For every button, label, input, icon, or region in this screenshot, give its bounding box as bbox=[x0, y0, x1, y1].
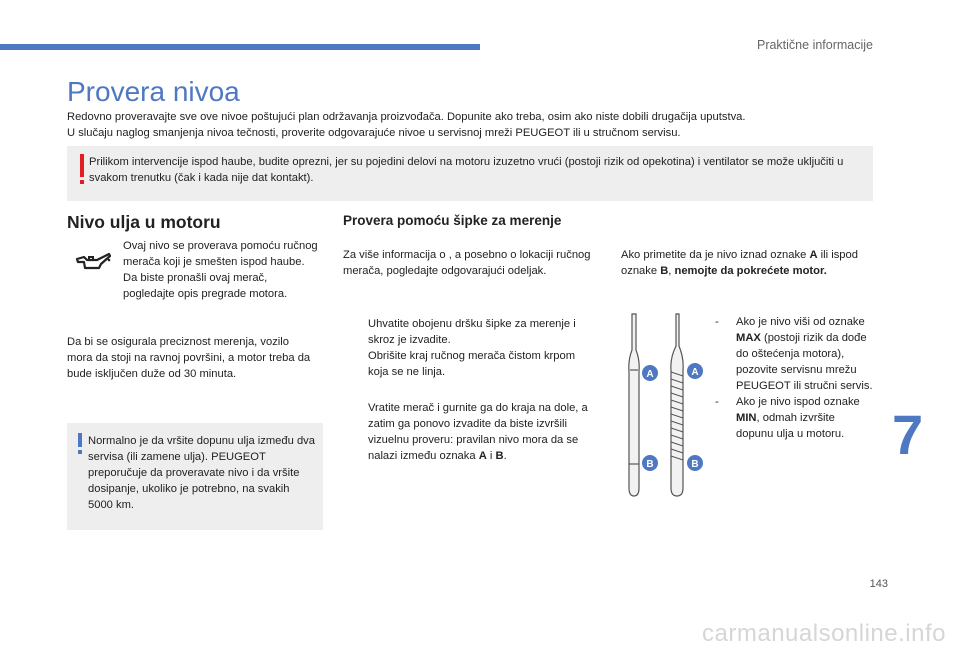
warning-exclamation-icon bbox=[80, 154, 84, 177]
section-header: Praktične informacije bbox=[756, 38, 873, 52]
step-item: Uhvatite obojenu dršku šipke za merenje i skroz je izvadite. bbox=[368, 318, 576, 346]
dipstick-heading: Provera pomoću šipke za merenje bbox=[343, 213, 562, 228]
page-title: Provera nivoa bbox=[67, 76, 240, 107]
info-note-box bbox=[67, 423, 323, 530]
info-mark-dot bbox=[78, 450, 82, 454]
dipstick-steps bbox=[343, 316, 598, 464]
svg-text:A: A bbox=[691, 367, 699, 378]
measurement-precision-text: Da bi se osigurala preciznost merenja, vozilo mora da stoji na ravnoj površini, a motor treba da bude isključen duže od 30 minuta. bbox=[67, 336, 311, 380]
marker-b-left bbox=[642, 455, 658, 471]
oil-can-icon bbox=[75, 251, 111, 273]
oil-level-heading: Nivo ulja u motoru bbox=[67, 212, 221, 232]
warning-text: Prilikom intervencije ispod haube, budite oprezni, jer su pojedini delovi na motoru izuzetno vrući (postoji rizik od opekotina) i ventilator se može uključiti u svakom trenutku (čak i kada nije dat kontakt). bbox=[89, 156, 844, 184]
info-note-text: Normalno je da vršite dopunu ulja između dva servisa (ili zamene ulja). PEUGEOT preporučuje da proveravate nivo i da vršite dosipanje, ukoliko je potrebno, na svakih 5000 km. bbox=[88, 435, 315, 511]
marker-a-right bbox=[687, 363, 703, 379]
dipstick-intro: Za više informacija o , a posebno o lokaciji ručnog merača, pogledajte odgovarajući odeljak. bbox=[343, 249, 591, 277]
marker-b-right bbox=[687, 455, 703, 471]
warning-exclamation-dot bbox=[80, 180, 84, 184]
info-mark-icon bbox=[78, 433, 82, 447]
warning-box bbox=[67, 146, 873, 201]
page-number: 143 bbox=[869, 578, 888, 590]
level-warning-text: Ako primetite da je nivo iznad oznake A ili ispod oznake B, nemojte da pokrećete motor. bbox=[621, 249, 858, 277]
oil-level-description: Ovaj nivo se proverava pomoću ručnog merača koji je smešten ispod haube. Da biste pronašli ovaj merač, pogledajte opis pregrade motora. bbox=[123, 240, 318, 300]
svg-text:B: B bbox=[646, 459, 654, 470]
chapter-number: 7 bbox=[892, 403, 924, 466]
marker-a-left bbox=[642, 365, 658, 381]
watermark: carmanualsonline.info bbox=[702, 620, 946, 647]
header-accent-bar bbox=[0, 44, 480, 50]
svg-text:B: B bbox=[691, 459, 699, 470]
intro-text bbox=[67, 110, 887, 141]
list-item: - Ako je nivo ispod oznake MIN, odmah izvršite dopunu ulja u motoru. bbox=[715, 396, 860, 440]
list-item: - Ako je nivo viši od oznake MAX (postoji rizik da dođe do oštećenja motora), pozovite servisnu mrežu PEUGEOT ili stručni servis. bbox=[715, 316, 873, 392]
step-item: Vratite merač i gurnite ga do kraja na dole, a zatim ga ponovo izvadite da biste izvršili vizuelnu proveru: pravilan nivo mora da se nalazi između oznaka A i B. bbox=[368, 402, 588, 462]
intro-line-2: U slučaju naglog smanjenja nivoa tečnosti, proverite odgovarajuće nivoe u servisnoj mreži PEUGEOT ili u stručnom servisu. bbox=[67, 126, 681, 139]
intro-line-1: Redovno proveravajte sve ove nivoe poštujući plan održavanja proizvođača. Dopunite ako treba, osim ako niste dobili drugačija uputstva. bbox=[67, 111, 746, 123]
step-item: Obrišite kraj ručnog merača čistom krpom koja se ne linja. bbox=[368, 350, 576, 378]
svg-text:A: A bbox=[646, 369, 654, 380]
dipstick-illustration bbox=[612, 310, 708, 500]
level-instructions bbox=[715, 314, 875, 442]
